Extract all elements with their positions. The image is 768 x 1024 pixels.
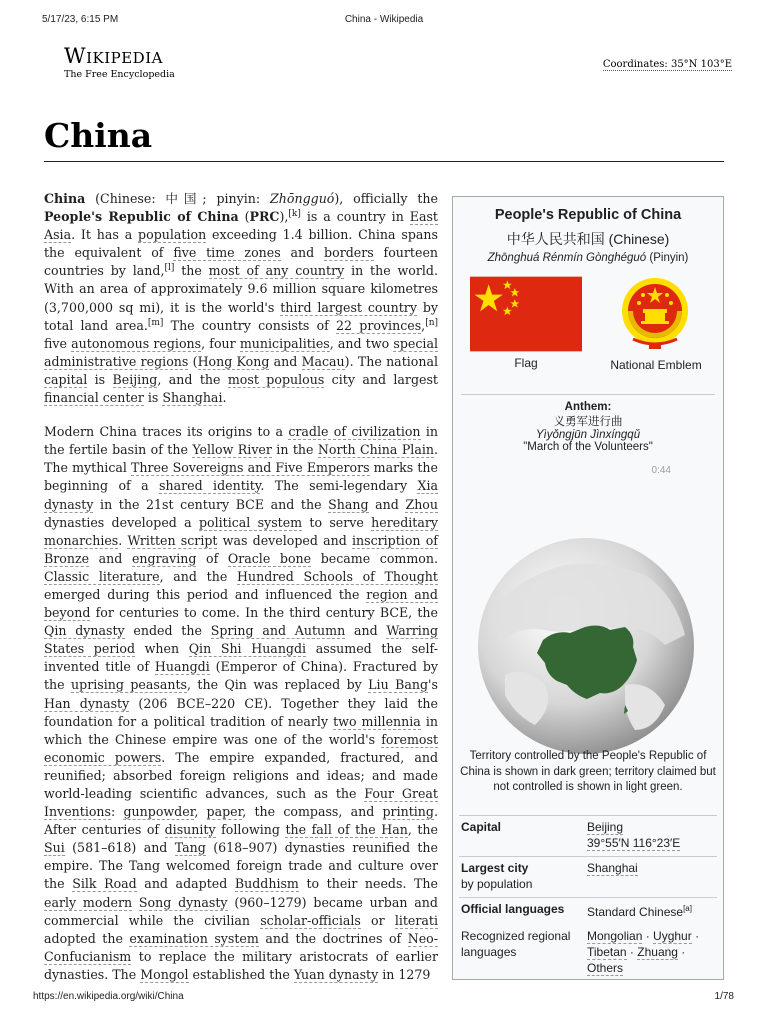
article-link[interactable]: Buddhism xyxy=(234,876,299,892)
anthem-pinyin: Yìyǒngjūn Jìnxíngqǔ xyxy=(535,429,641,441)
anthem-section xyxy=(453,395,723,476)
wikipedia-logo[interactable] xyxy=(64,44,175,80)
article-link[interactable]: Four Great Inventions xyxy=(44,786,438,820)
article-link[interactable]: East Asia xyxy=(44,209,438,243)
infobox-romanization xyxy=(453,252,723,264)
article-link[interactable]: engraving xyxy=(131,550,197,566)
logo-tagline: The Free Encyclopedia xyxy=(64,69,175,80)
bold-term: PRC xyxy=(249,209,280,225)
article-paragraph: China (Chinese: 中国; pinyin: Zhōngguó), officially the People's Republic of China (PRC),[k] is a country in East Asia. It has a population exceeding 1.4 billion. China spans the equivalent of five time zones and borders fourteen countries by land,[l] the most of any country in the world. With an area of approximately 9.6 million square kilometres (3,700,000 sq mi), it is the world's third largest country by total land area.[m] The country consists of 22 provinces,[n] five autonomous regions, four municipalities, and two special administrative regions (Hong Kong and Macau). The national capital is Beijing, and the most populous city and largest financial center is Shanghai. xyxy=(44,191,439,406)
emblem-image[interactable] xyxy=(619,273,691,353)
emblem-caption[interactable]: National Emblem xyxy=(610,358,702,372)
regional-lang-list xyxy=(587,928,717,976)
print-footer xyxy=(0,991,768,1011)
map-caption: Territory controlled by the People's Republic of China is shown in dark green; territory claimed but not controlled is shown in light green. xyxy=(460,750,716,793)
official-lang-label: Official languages xyxy=(461,902,565,916)
article-link[interactable]: Macau xyxy=(301,353,345,369)
bold-term: People's Republic of China xyxy=(44,209,239,225)
article-link[interactable]: Sui xyxy=(44,840,65,856)
bold-term: China xyxy=(44,191,86,206)
article-link[interactable]: examination system xyxy=(129,930,259,946)
flag-caption[interactable]: Flag xyxy=(514,356,538,370)
capital-coords-link[interactable]: 39°55′N 116°23′E xyxy=(587,836,681,850)
article-link[interactable]: early modern xyxy=(44,894,133,910)
official-lang-note[interactable]: [a] xyxy=(683,904,692,913)
article-link[interactable]: two millennia xyxy=(333,713,421,729)
romanization-text: Zhōnghuá Rénmín Gònghéguó xyxy=(487,252,647,264)
capital-link[interactable]: Beijing xyxy=(587,820,624,834)
article-link[interactable]: most of any country xyxy=(208,263,345,279)
article-link[interactable]: North China Plain xyxy=(317,442,434,458)
article-link[interactable]: Xia dynasty xyxy=(44,478,438,512)
regional-lang-link[interactable]: Tibetan xyxy=(587,945,627,959)
article-link[interactable]: Zhou xyxy=(405,496,438,512)
article-link[interactable]: financial center xyxy=(44,390,144,406)
article-link[interactable]: Beijing xyxy=(112,371,158,387)
regional-lang-link[interactable]: Mongolian xyxy=(587,929,643,943)
article-link[interactable]: most populous xyxy=(227,371,325,387)
capital-row xyxy=(459,815,717,856)
regional-lang-link[interactable]: Zhuang xyxy=(637,945,678,959)
official-lang-link[interactable]: Standard Chinese xyxy=(587,905,684,919)
list-separator: · xyxy=(691,929,700,943)
article-link[interactable]: political system xyxy=(198,514,303,530)
article-link[interactable]: gunpowder xyxy=(123,804,195,820)
article-link[interactable]: Qin Shi Huangdi xyxy=(188,641,307,657)
list-separator: · xyxy=(677,945,686,959)
article-link[interactable]: Qin dynasty xyxy=(44,623,125,639)
article-link[interactable]: Spring and Autumn xyxy=(210,623,346,639)
regional-lang-link[interactable]: Uyghur xyxy=(653,929,692,943)
print-title: China - Wikipedia xyxy=(344,14,424,25)
largest-city-row xyxy=(459,856,717,897)
article-link[interactable]: Yellow River xyxy=(192,442,272,458)
print-page-number: 1/78 xyxy=(714,991,734,1002)
article-link[interactable]: region and beyond xyxy=(44,586,438,621)
article-link[interactable]: cradle of civilization xyxy=(288,424,421,440)
article-link[interactable]: foremost economic powers xyxy=(44,731,438,765)
article-link[interactable]: literati xyxy=(394,912,438,928)
anthem-audio-time[interactable]: 0:44 xyxy=(651,465,671,476)
flag-image[interactable] xyxy=(470,276,582,352)
globe-map-image[interactable] xyxy=(475,535,697,757)
largest-city-label: Largest city xyxy=(461,861,529,875)
footnote-ref[interactable]: [k] xyxy=(288,208,301,219)
article-link[interactable]: special administrative regions xyxy=(44,335,438,369)
native-name-text: 中华人民共和国 xyxy=(506,231,605,247)
article-body xyxy=(44,190,438,1000)
article-link[interactable]: Shang xyxy=(328,496,369,512)
article-link[interactable]: third largest country xyxy=(280,299,417,315)
article-link[interactable]: autonomous regions xyxy=(71,335,202,351)
article-link[interactable]: Warring States period xyxy=(44,623,439,657)
footnote-ref[interactable]: [l] xyxy=(164,263,175,274)
article-link[interactable]: uprising peasants xyxy=(71,677,187,693)
article-link[interactable]: Huangdi xyxy=(154,659,210,675)
logo-wordmark: Wikipedia xyxy=(64,44,163,68)
article-link[interactable]: Liu Bang xyxy=(368,677,429,693)
article-link[interactable]: Shanghai xyxy=(162,390,223,406)
article-link[interactable]: Silk Road xyxy=(72,876,137,892)
article-link[interactable]: Tang xyxy=(174,840,206,856)
regional-lang-label: Recognized regional languages xyxy=(461,929,571,959)
footnote-ref[interactable]: [m] xyxy=(147,317,164,328)
article-link[interactable]: Yuan dynasty xyxy=(293,966,379,982)
coordinates-link[interactable]: Coordinates: 35°N 103°E xyxy=(602,59,732,70)
regional-languages-row xyxy=(459,925,717,981)
native-lang-link[interactable]: (Chinese) xyxy=(608,231,670,247)
footnote-ref[interactable]: [n] xyxy=(425,317,439,328)
article-link[interactable]: population xyxy=(138,227,207,243)
article-link[interactable]: Mongol xyxy=(140,966,189,982)
page-title: China xyxy=(44,116,153,155)
article-link[interactable]: Written script xyxy=(127,532,218,548)
list-separator: · xyxy=(626,945,638,959)
infobox-title: People's Republic of China xyxy=(494,207,682,223)
article-link[interactable]: printing xyxy=(382,804,434,820)
list-separator: · xyxy=(642,929,654,943)
regional-lang-link[interactable]: Others xyxy=(587,961,624,975)
largest-city-sub: by population xyxy=(461,877,533,891)
article-link[interactable]: Hundred Schools of Thought xyxy=(236,568,438,584)
article-link[interactable]: five time zones xyxy=(173,245,281,261)
capital-label: Capital xyxy=(461,820,502,834)
infobox-rows xyxy=(453,815,723,981)
article-link[interactable]: Song dynasty xyxy=(138,894,228,910)
article-link[interactable]: disunity xyxy=(164,822,216,838)
print-header xyxy=(0,14,768,34)
article-link[interactable]: the fall of the Han xyxy=(285,822,408,838)
article-paragraph: Modern China traces its origins to a cradle of civilization in the fertile basin of the Yellow River in the North China Plain. The mythical Three Sovereigns and Five Emperors marks the beginning of a shared identity. The semi-legendary Xia dynasty in the 21st century BCE and the Shang and Zhou dynasties developed a political system to serve hereditary monarchies. Written script was developed and inscription of Bronze and engraving of Oracle bone became common. Classic literature, and the Hundred Schools of Thought emerged during this period and influenced the region and beyond for centuries to come. In the third century BCE, the Qin dynasty ended the Spring and Autumn and Warring States period when Qin Shi Huangdi assumed the self-invented title of Huangdi (Emperor of China). Fractured by the uprising peasants, the Qin was replaced by Liu Bang's Han dynasty (206 BCE–220 CE). Together they laid the foundation for a political tradition of nearly two millennia in which the Chinese empire was one of the world's foremost economic powers. The empire expanded, fractured, and reunified; absorbed foreign religions and ideas; and made world-leading scientific advances, such as the Four Great Inventions: gunpowder, paper, the compass, and printing. After centuries of disunity following the fall of the Han, the Sui (581–618) and Tang (618–907) dynasties reunified the empire. The Tang welcomed foreign trade and culture over the Silk Road and adapted Buddhism to their needs. The early modern Song dynasty (960–1279) became urban and commercial while the civilian scholar-officials or literati adopted the examination system and the doctrines of Neo-Confucianism to replace the military aristocrats of earlier dynasties. The Mongol established the Yuan dynasty in 1279 xyxy=(44,424,439,982)
article-link[interactable]: scholar-officials xyxy=(260,912,361,928)
article-link[interactable]: Classic literature xyxy=(44,568,160,584)
article-link[interactable]: Han dynasty xyxy=(44,695,130,711)
article-link[interactable]: municipalities xyxy=(239,335,330,351)
article-link[interactable]: paper xyxy=(206,804,243,820)
anthem-chinese: 义勇军进行曲 xyxy=(553,416,623,428)
print-date: 5/17/23, 6:15 PM xyxy=(42,14,119,25)
article-link[interactable]: capital xyxy=(44,371,88,387)
italic-term: Zhōngguó xyxy=(270,191,335,206)
infobox-images xyxy=(453,276,723,394)
title-divider xyxy=(44,161,724,162)
official-languages-row xyxy=(459,897,717,925)
article-link[interactable]: inscription of Bronze xyxy=(44,532,438,566)
article-link[interactable]: shared identity xyxy=(159,478,261,494)
print-url: https://en.wikipedia.org/wiki/China xyxy=(33,991,184,1002)
article-link[interactable]: Three Sovereigns and Five Emperors xyxy=(131,460,370,476)
article-link[interactable]: Hong Kong xyxy=(197,353,270,369)
article-link[interactable]: borders xyxy=(324,245,374,261)
romanization-system-link[interactable]: (Pinyin) xyxy=(649,252,689,264)
article-link[interactable]: 22 provinces xyxy=(336,317,422,333)
infobox-native-name xyxy=(453,229,723,249)
article-link[interactable]: Neo-Confucianism xyxy=(44,930,439,964)
article-link[interactable]: hereditary monarchies xyxy=(44,514,438,548)
anthem-english[interactable]: "March of the Volunteers" xyxy=(523,441,653,453)
article-link[interactable]: Oracle bone xyxy=(227,550,312,566)
anthem-label: Anthem: xyxy=(564,401,612,413)
largest-city-link[interactable]: Shanghai xyxy=(587,861,638,875)
infobox xyxy=(452,196,724,980)
